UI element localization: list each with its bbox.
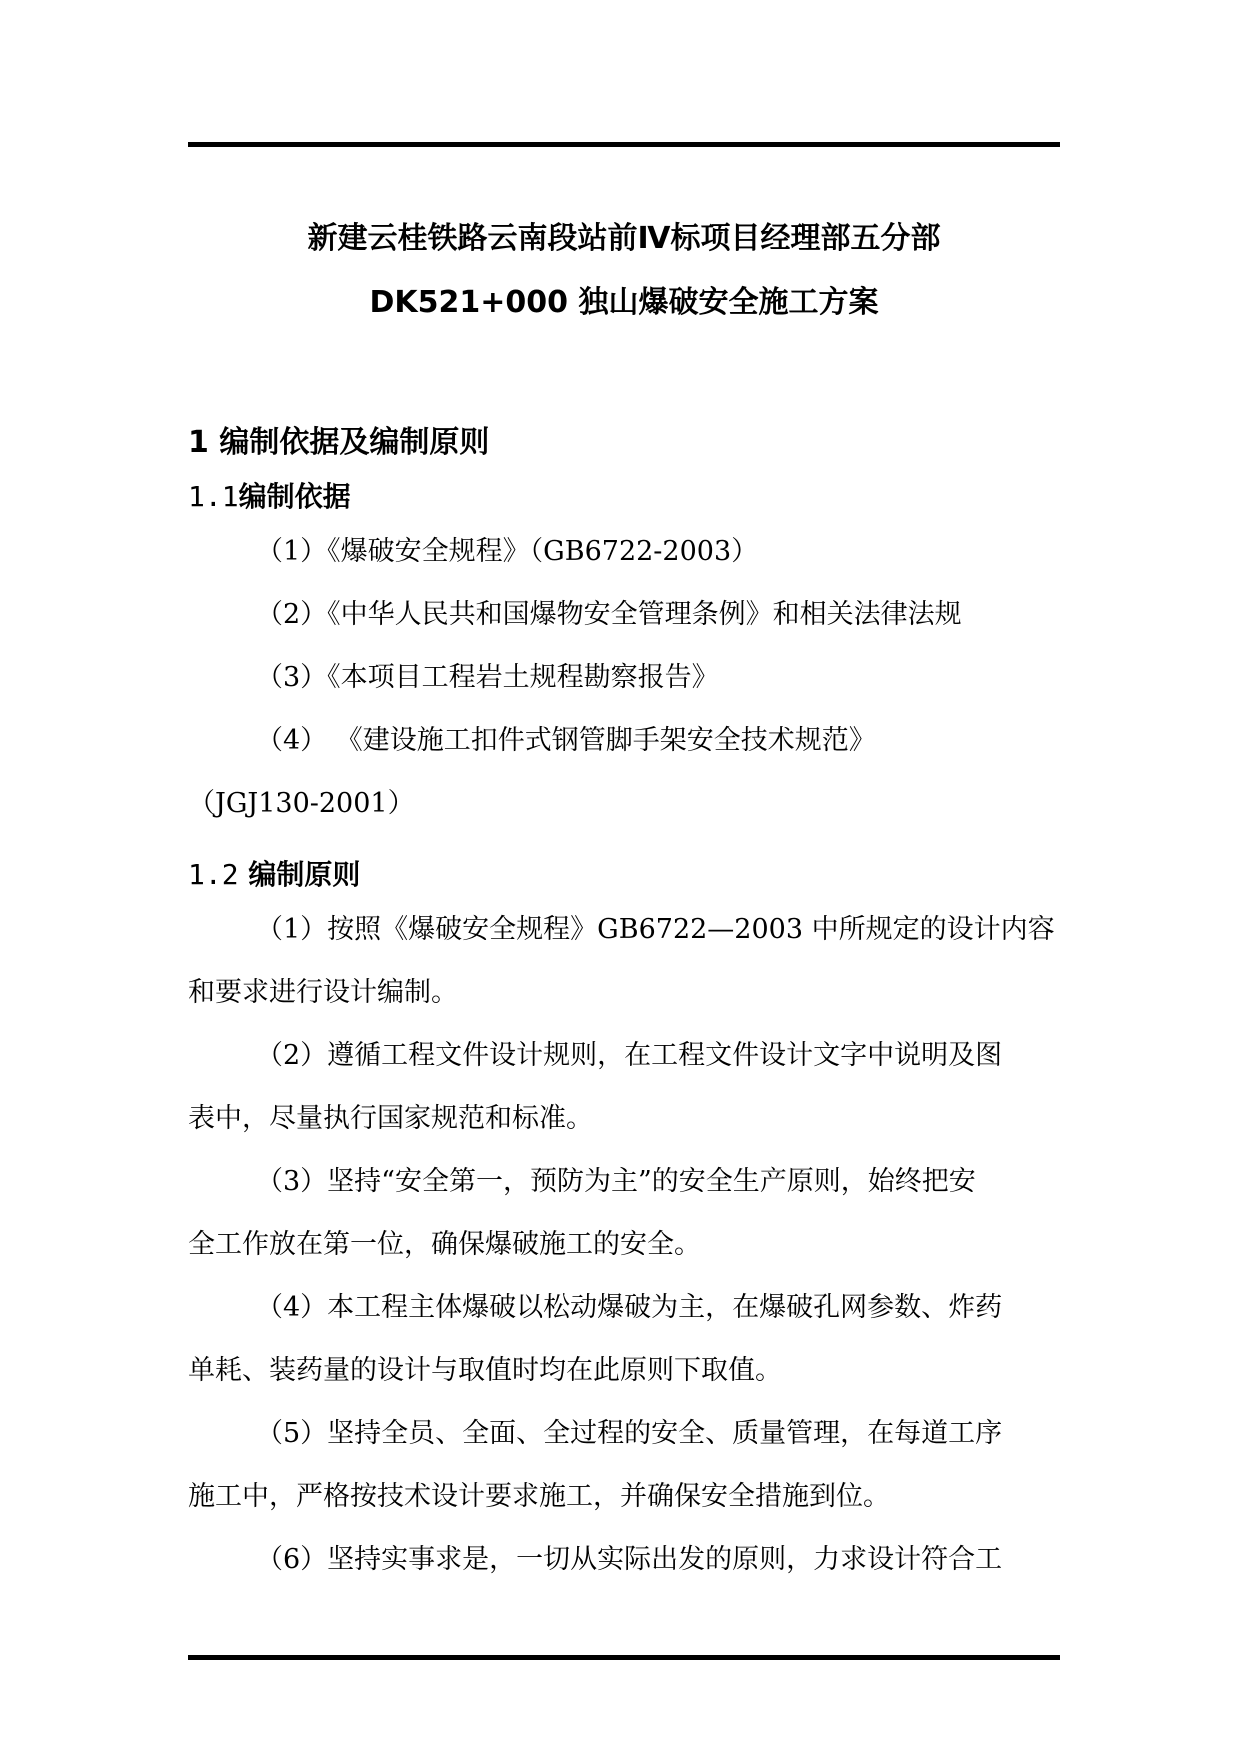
basis-item: （4） 《建设施工扣件式钢管脚手架安全技术规范》: [256, 725, 876, 756]
principle-line: （2）遵循工程文件设计规则，在工程文件设计文字中说明及图: [256, 1040, 1003, 1071]
basis-item-continuation: （JGJ130-2001）: [188, 788, 415, 819]
principle-line: （6）坚持实事求是，一切从实际出发的原则，力求设计符合工: [256, 1544, 1003, 1575]
principle-line: 单耗、装药量的设计与取值时均在此原则下取值。: [188, 1355, 782, 1386]
section-1-1-title: 编制依据: [238, 480, 351, 513]
principle-line: （3）坚持“安全第一，预防为主”的安全生产原则，始终把安: [256, 1166, 976, 1197]
principle-line: （4）本工程主体爆破以松动爆破为主，在爆破孔网参数、炸药: [256, 1292, 1003, 1323]
section-1-1-number: 1.1: [188, 480, 239, 513]
principle-line: 全工作放在第一位，确保爆破施工的安全。: [188, 1229, 701, 1260]
section-1-1-heading: [188, 478, 351, 516]
basis-item: （1）《爆破安全规程》（GB6722-2003）: [256, 536, 759, 567]
principle-line: 施工中，严格按技术设计要求施工，并确保安全措施到位。: [188, 1481, 890, 1512]
header-rule: [188, 142, 1060, 147]
basis-item: （2）《中华人民共和国爆物安全管理条例》和相关法律法规: [256, 599, 962, 630]
document-title-line2: DK521+000 独山爆破安全施工方案: [369, 285, 879, 320]
document-title-line1: 新建云桂铁路云南段站前Ⅳ标项目经理部五分部: [307, 221, 941, 256]
section-1-2-heading: [188, 856, 360, 894]
section-1-2-number: 1.2: [188, 858, 239, 891]
principle-line: （5）坚持全员、全面、全过程的安全、质量管理，在每道工序: [256, 1418, 1003, 1449]
basis-item: （3）《本项目工程岩土规程勘察报告》: [256, 662, 719, 693]
principle-line: （1）按照《爆破安全规程》GB6722—2003 中所规定的设计内容: [256, 914, 1055, 945]
section-1-heading: 1 编制依据及编制原则: [188, 425, 490, 460]
principle-line: 和要求进行设计编制。: [188, 977, 458, 1008]
section-1-2-title: 编制原则: [248, 858, 361, 891]
footer-rule: [188, 1655, 1060, 1660]
principle-line: 表中，尽量执行国家规范和标准。: [188, 1103, 593, 1134]
